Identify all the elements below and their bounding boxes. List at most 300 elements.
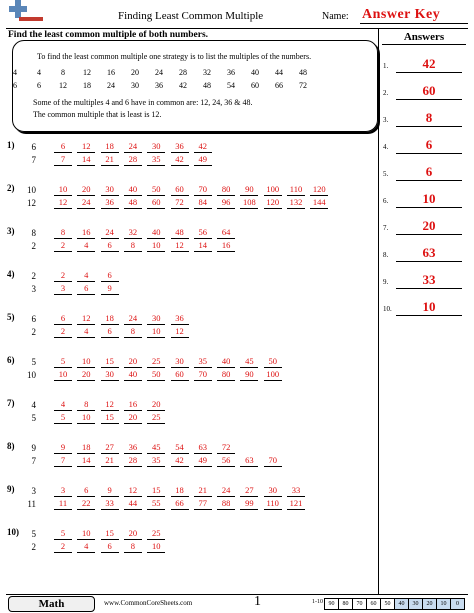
answer-number: 4. (383, 143, 389, 151)
multiple-b-underline (101, 294, 119, 295)
multiple-b-underline (124, 552, 142, 553)
multiple-b-underline (77, 294, 95, 295)
multiple-b: 4 (84, 240, 89, 250)
score-cell: 0 (450, 598, 465, 610)
multiple-b-underline (54, 251, 72, 252)
multiple-b-underline (240, 208, 258, 209)
multiple-b: 10 (151, 326, 161, 336)
multiple-a: 4 (84, 270, 89, 280)
example-multiple: 16 (107, 68, 115, 77)
answer-number: 6. (383, 197, 389, 205)
name-label: Name: (322, 11, 349, 22)
multiple-b-underline (240, 380, 258, 381)
multiple-a-underline (124, 238, 142, 239)
answer-line (396, 207, 462, 208)
multiple-a-underline (101, 152, 119, 153)
multiple-b-underline (101, 466, 119, 467)
multiple-b: 8 (130, 541, 136, 551)
multiple-a-underline (124, 152, 142, 153)
multiple-b-underline (171, 337, 189, 338)
multiple-a-underline (147, 152, 165, 153)
multiple-b: 60 (151, 197, 161, 207)
example-multiple: 30 (131, 81, 139, 90)
example-multiple: 54 (227, 81, 235, 90)
multiple-a-underline (124, 410, 142, 411)
multiple-a: 40 (151, 227, 161, 237)
multiple-a-underline (310, 195, 328, 196)
multiple-b-underline (101, 208, 119, 209)
multiple-a: 24 (221, 485, 231, 495)
multiple-a-underline (217, 453, 235, 454)
multiple-a-underline (147, 496, 165, 497)
problem-number: 4) (7, 269, 15, 279)
multiple-a: 18 (105, 141, 114, 151)
multiple-a: 12 (128, 485, 138, 495)
multiple-a-underline (240, 195, 258, 196)
example-multiple: 4 (37, 68, 41, 77)
multiple-b: 120 (266, 197, 280, 207)
multiple-b: 14 (82, 154, 91, 164)
multiple-b: 11 (58, 498, 68, 508)
multiple-b: 22 (82, 498, 91, 508)
header-divider (6, 28, 468, 29)
multiple-a-underline (77, 281, 95, 282)
problem-number-a: 5 (31, 357, 36, 367)
multiple-b-underline (77, 552, 95, 553)
score-cell: 40 (394, 598, 409, 610)
multiple-b-underline (54, 380, 72, 381)
example-note-least: The common multiple that is least is 12. (33, 110, 162, 119)
multiple-b: 33 (105, 498, 114, 508)
answer-line (396, 153, 462, 154)
multiple-a: 120 (312, 184, 326, 194)
common-core-logo (6, 0, 44, 22)
multiple-a-underline (124, 496, 142, 497)
multiple-b-underline (101, 423, 119, 424)
multiple-a: 12 (82, 313, 91, 323)
multiple-a-underline (54, 539, 72, 540)
multiple-a: 36 (175, 313, 184, 323)
multiple-a-underline (287, 195, 305, 196)
multiple-b: 16 (221, 240, 231, 250)
multiple-b-underline (171, 466, 189, 467)
worksheet-title: Finding Least Common Multiple (118, 10, 264, 22)
multiple-b: 44 (128, 498, 138, 508)
multiple-b-underline (194, 509, 212, 510)
multiple-b-underline (217, 509, 235, 510)
example-multiple: 8 (61, 68, 65, 77)
example-multiple: 72 (299, 81, 307, 90)
multiple-b-underline (240, 466, 258, 467)
answer-value: 10 (422, 299, 436, 314)
multiple-b-underline (287, 509, 305, 510)
multiple-b: 96 (221, 197, 231, 207)
multiple-a-underline (264, 195, 282, 196)
multiple-a-underline (240, 367, 258, 368)
multiple-a-underline (217, 496, 235, 497)
multiple-a: 110 (289, 184, 303, 194)
example-multiple: 48 (203, 81, 211, 90)
multiple-b-underline (101, 552, 119, 553)
multiple-a-underline (77, 195, 95, 196)
multiple-b: 49 (198, 455, 208, 465)
problem-number-a: 5 (31, 529, 36, 539)
multiple-b-underline (171, 380, 189, 381)
multiple-b: 2 (60, 541, 66, 551)
multiple-b-underline (54, 423, 72, 424)
multiple-b-underline (194, 251, 212, 252)
multiple-b: 10 (151, 541, 161, 551)
multiple-b: 4 (84, 541, 89, 551)
multiple-b: 25 (151, 412, 161, 422)
multiple-b: 56 (221, 455, 231, 465)
multiple-b-underline (147, 423, 165, 424)
multiple-a-underline (171, 238, 189, 239)
multiple-a-underline (101, 453, 119, 454)
multiple-b: 66 (175, 498, 184, 508)
multiple-a: 5 (60, 356, 66, 366)
example-row2-base: 6 (13, 81, 17, 90)
answer-line (396, 99, 462, 100)
multiple-b: 28 (128, 455, 138, 465)
multiple-b: 6 (84, 283, 89, 293)
multiple-a: 6 (84, 485, 89, 495)
score-cell: 60 (366, 598, 381, 610)
multiple-a: 30 (151, 141, 161, 151)
problem-number-a: 2 (31, 271, 36, 281)
multiple-b-underline (147, 165, 165, 166)
multiple-b: 8 (130, 326, 136, 336)
problem-number: 5) (7, 312, 15, 322)
problem-number-a: 4 (31, 400, 36, 410)
multiple-a: 3 (60, 485, 66, 495)
site-url: www.CommonCoreSheets.com (104, 599, 193, 607)
problem-number-b: 2 (31, 241, 36, 251)
problem-number-b: 2 (31, 327, 36, 337)
answer-line (396, 288, 462, 289)
multiple-a: 16 (128, 399, 138, 409)
multiple-a: 10 (58, 184, 68, 194)
multiple-b-underline (77, 208, 95, 209)
score-cell: 90 (324, 598, 339, 610)
multiple-a: 18 (175, 485, 184, 495)
multiple-b: 55 (151, 498, 161, 508)
multiple-b-underline (171, 208, 189, 209)
multiple-b-underline (264, 509, 282, 510)
multiple-a-underline (77, 324, 95, 325)
multiple-a: 33 (291, 485, 301, 495)
answer-number: 5. (383, 170, 389, 178)
multiple-b-underline (124, 337, 142, 338)
multiple-b: 2 (60, 240, 66, 250)
multiple-b: 4 (84, 326, 89, 336)
multiple-a: 90 (245, 184, 254, 194)
multiple-b-underline (147, 552, 165, 553)
multiple-a: 6 (107, 270, 112, 280)
multiple-a: 54 (175, 442, 184, 452)
multiple-a: 9 (107, 485, 112, 495)
multiple-b: 12 (58, 197, 68, 207)
multiple-a-underline (217, 195, 235, 196)
problem-number: 7) (7, 398, 15, 408)
multiple-a: 10 (82, 528, 91, 538)
multiple-a-underline (171, 324, 189, 325)
multiple-a: 40 (221, 356, 231, 366)
problem-number-a: 10 (27, 185, 36, 195)
multiple-a-underline (101, 367, 119, 368)
answer-line (396, 72, 462, 73)
multiple-a: 60 (175, 184, 184, 194)
multiple-a-underline (77, 238, 95, 239)
example-multiple: 12 (59, 81, 67, 90)
multiple-b: 9 (107, 283, 112, 293)
multiple-b-underline (147, 466, 165, 467)
multiple-b: 12 (175, 326, 184, 336)
score-cell: 10 (436, 598, 451, 610)
multiple-b: 49 (198, 154, 208, 164)
multiple-b-underline (54, 337, 72, 338)
multiple-b-underline (54, 552, 72, 553)
multiple-b: 6 (107, 541, 112, 551)
multiple-a: 24 (128, 313, 138, 323)
multiple-b: 6 (107, 240, 112, 250)
multiple-a: 45 (151, 442, 161, 452)
multiple-b-underline (240, 509, 258, 510)
example-multiple: 24 (155, 68, 163, 77)
multiple-a-underline (171, 453, 189, 454)
multiple-a: 12 (105, 399, 114, 409)
footer-divider (6, 594, 468, 595)
example-note-common: Some of the multiples 4 and 6 have in common are: 12, 24, 36 & 48. (33, 98, 253, 107)
multiple-a: 4 (60, 399, 66, 409)
multiple-b-underline (77, 380, 95, 381)
multiple-a-underline (217, 367, 235, 368)
multiple-a-underline (147, 324, 165, 325)
multiple-b-underline (54, 466, 72, 467)
multiple-b-underline (77, 337, 95, 338)
problem-number-b: 7 (31, 155, 36, 165)
problem-number: 10) (7, 527, 19, 537)
multiple-a-underline (101, 324, 119, 325)
multiple-a-underline (54, 152, 72, 153)
multiple-a-underline (54, 195, 72, 196)
multiple-b: 20 (82, 369, 91, 379)
multiple-a: 80 (221, 184, 231, 194)
multiple-a-underline (124, 367, 142, 368)
multiple-a-underline (77, 410, 95, 411)
answer-number: 9. (383, 278, 389, 286)
multiple-a-underline (171, 367, 189, 368)
answers-title-underline (382, 44, 466, 45)
answer-value: 6 (425, 137, 433, 152)
multiple-b: 40 (128, 369, 138, 379)
multiple-b: 100 (266, 369, 280, 379)
multiple-b: 10 (82, 412, 91, 422)
multiple-a: 18 (82, 442, 91, 452)
example-multiple: 40 (251, 68, 259, 77)
multiple-a: 12 (82, 141, 91, 151)
multiple-a: 50 (151, 184, 161, 194)
multiple-b: 108 (243, 197, 256, 207)
multiple-b: 132 (289, 197, 303, 207)
multiple-b: 63 (245, 455, 254, 465)
problem-number: 9) (7, 484, 15, 494)
multiple-a-underline (77, 496, 95, 497)
multiple-b-underline (287, 208, 305, 209)
multiple-b: 60 (175, 369, 184, 379)
multiple-b-underline (124, 423, 142, 424)
multiple-b-underline (147, 251, 165, 252)
score-cell: 20 (422, 598, 437, 610)
multiple-b: 88 (221, 498, 231, 508)
multiple-b: 7 (60, 154, 66, 164)
answer-number: 7. (383, 224, 389, 232)
multiple-a: 8 (60, 227, 66, 237)
multiple-b: 35 (151, 154, 161, 164)
multiple-a-underline (287, 496, 305, 497)
example-multiple: 28 (179, 68, 187, 77)
multiple-b-underline (77, 423, 95, 424)
multiple-b-underline (101, 165, 119, 166)
multiple-b: 84 (198, 197, 208, 207)
multiple-a-underline (171, 496, 189, 497)
answers-title: Answers (403, 31, 445, 43)
multiple-a-underline (194, 152, 212, 153)
multiple-a-underline (194, 238, 212, 239)
multiple-b-underline (101, 251, 119, 252)
answer-line (396, 315, 462, 316)
problem-number: 1) (7, 140, 15, 150)
multiple-b: 21 (105, 154, 114, 164)
score-cell: 50 (380, 598, 395, 610)
multiple-a: 42 (198, 141, 208, 151)
score-cell: 80 (338, 598, 353, 610)
multiple-b: 144 (312, 197, 326, 207)
multiple-a-underline (171, 152, 189, 153)
multiple-b-underline (147, 208, 165, 209)
multiple-a-underline (101, 539, 119, 540)
multiple-a-underline (101, 195, 119, 196)
multiple-a: 24 (128, 141, 138, 151)
multiple-b-underline (101, 509, 119, 510)
answer-number: 1. (383, 62, 389, 70)
multiple-b-underline (77, 165, 95, 166)
multiple-b-underline (171, 509, 189, 510)
multiple-b-underline (310, 208, 328, 209)
multiple-a-underline (77, 539, 95, 540)
multiple-a: 8 (84, 399, 89, 409)
multiple-b-underline (124, 380, 142, 381)
multiple-a-underline (171, 195, 189, 196)
multiple-a: 24 (105, 227, 114, 237)
multiple-b-underline (124, 466, 142, 467)
multiple-b-underline (171, 165, 189, 166)
multiple-a: 10 (82, 356, 91, 366)
multiple-b-underline (101, 337, 119, 338)
answer-value: 63 (422, 245, 436, 260)
multiple-a: 18 (105, 313, 114, 323)
answer-line (396, 234, 462, 235)
example-multiple: 6 (37, 81, 41, 90)
multiple-a-underline (101, 410, 119, 411)
multiple-a: 40 (128, 184, 138, 194)
multiple-a-underline (101, 238, 119, 239)
example-multiple: 48 (299, 68, 307, 77)
answer-line (396, 261, 462, 262)
multiple-b: 121 (289, 498, 303, 508)
multiple-a: 20 (128, 528, 138, 538)
multiple-b: 24 (82, 197, 91, 207)
multiple-b: 99 (245, 498, 254, 508)
multiple-b: 5 (60, 412, 66, 422)
problem-number: 8) (7, 441, 15, 451)
multiple-a: 100 (266, 184, 280, 194)
example-multiple: 42 (179, 81, 187, 90)
multiple-a: 6 (60, 313, 66, 323)
answer-number: 3. (383, 116, 389, 124)
multiple-a: 63 (198, 442, 208, 452)
multiple-b-underline (54, 208, 72, 209)
multiple-b: 28 (128, 154, 138, 164)
multiple-a: 27 (245, 485, 254, 495)
problem-number-a: 8 (31, 228, 36, 238)
multiple-a-underline (77, 152, 95, 153)
name-line (360, 23, 468, 24)
score-cell: 70 (352, 598, 367, 610)
multiple-b-underline (217, 208, 235, 209)
multiple-b-underline (194, 380, 212, 381)
multiple-a-underline (264, 496, 282, 497)
multiple-b: 8 (130, 240, 136, 250)
multiple-b-underline (147, 509, 165, 510)
answers-divider (378, 29, 379, 594)
example-multiple: 60 (251, 81, 259, 90)
answer-value: 10 (422, 191, 436, 206)
multiple-b-underline (171, 251, 189, 252)
multiple-b-underline (124, 208, 142, 209)
answer-value: 60 (422, 83, 436, 98)
example-multiple: 20 (131, 68, 139, 77)
multiple-a: 20 (151, 399, 161, 409)
example-multiple: 18 (83, 81, 91, 90)
multiple-a-underline (147, 453, 165, 454)
multiple-a-underline (147, 410, 165, 411)
multiple-a-underline (194, 367, 212, 368)
multiple-b-underline (124, 509, 142, 510)
example-multiple: 32 (203, 68, 211, 77)
multiple-b: 12 (175, 240, 184, 250)
multiple-b: 2 (60, 326, 66, 336)
multiple-a: 25 (151, 356, 161, 366)
multiple-a: 6 (60, 141, 66, 151)
problem-number-a: 9 (31, 443, 36, 453)
example-multiple: 36 (227, 68, 235, 77)
multiple-a: 36 (128, 442, 138, 452)
answer-number: 2. (383, 89, 389, 97)
answer-value: 20 (422, 218, 436, 233)
multiple-b-underline (217, 251, 235, 252)
multiple-b-underline (264, 466, 282, 467)
multiple-b: 70 (198, 369, 208, 379)
multiple-b: 42 (175, 154, 184, 164)
multiple-b: 10 (58, 369, 68, 379)
multiple-b: 30 (105, 369, 114, 379)
problem-number-b: 5 (31, 413, 36, 423)
answer-value: 33 (422, 272, 436, 287)
example-box (12, 40, 378, 132)
problem-number-b: 2 (31, 542, 36, 552)
multiple-b-underline (77, 466, 95, 467)
